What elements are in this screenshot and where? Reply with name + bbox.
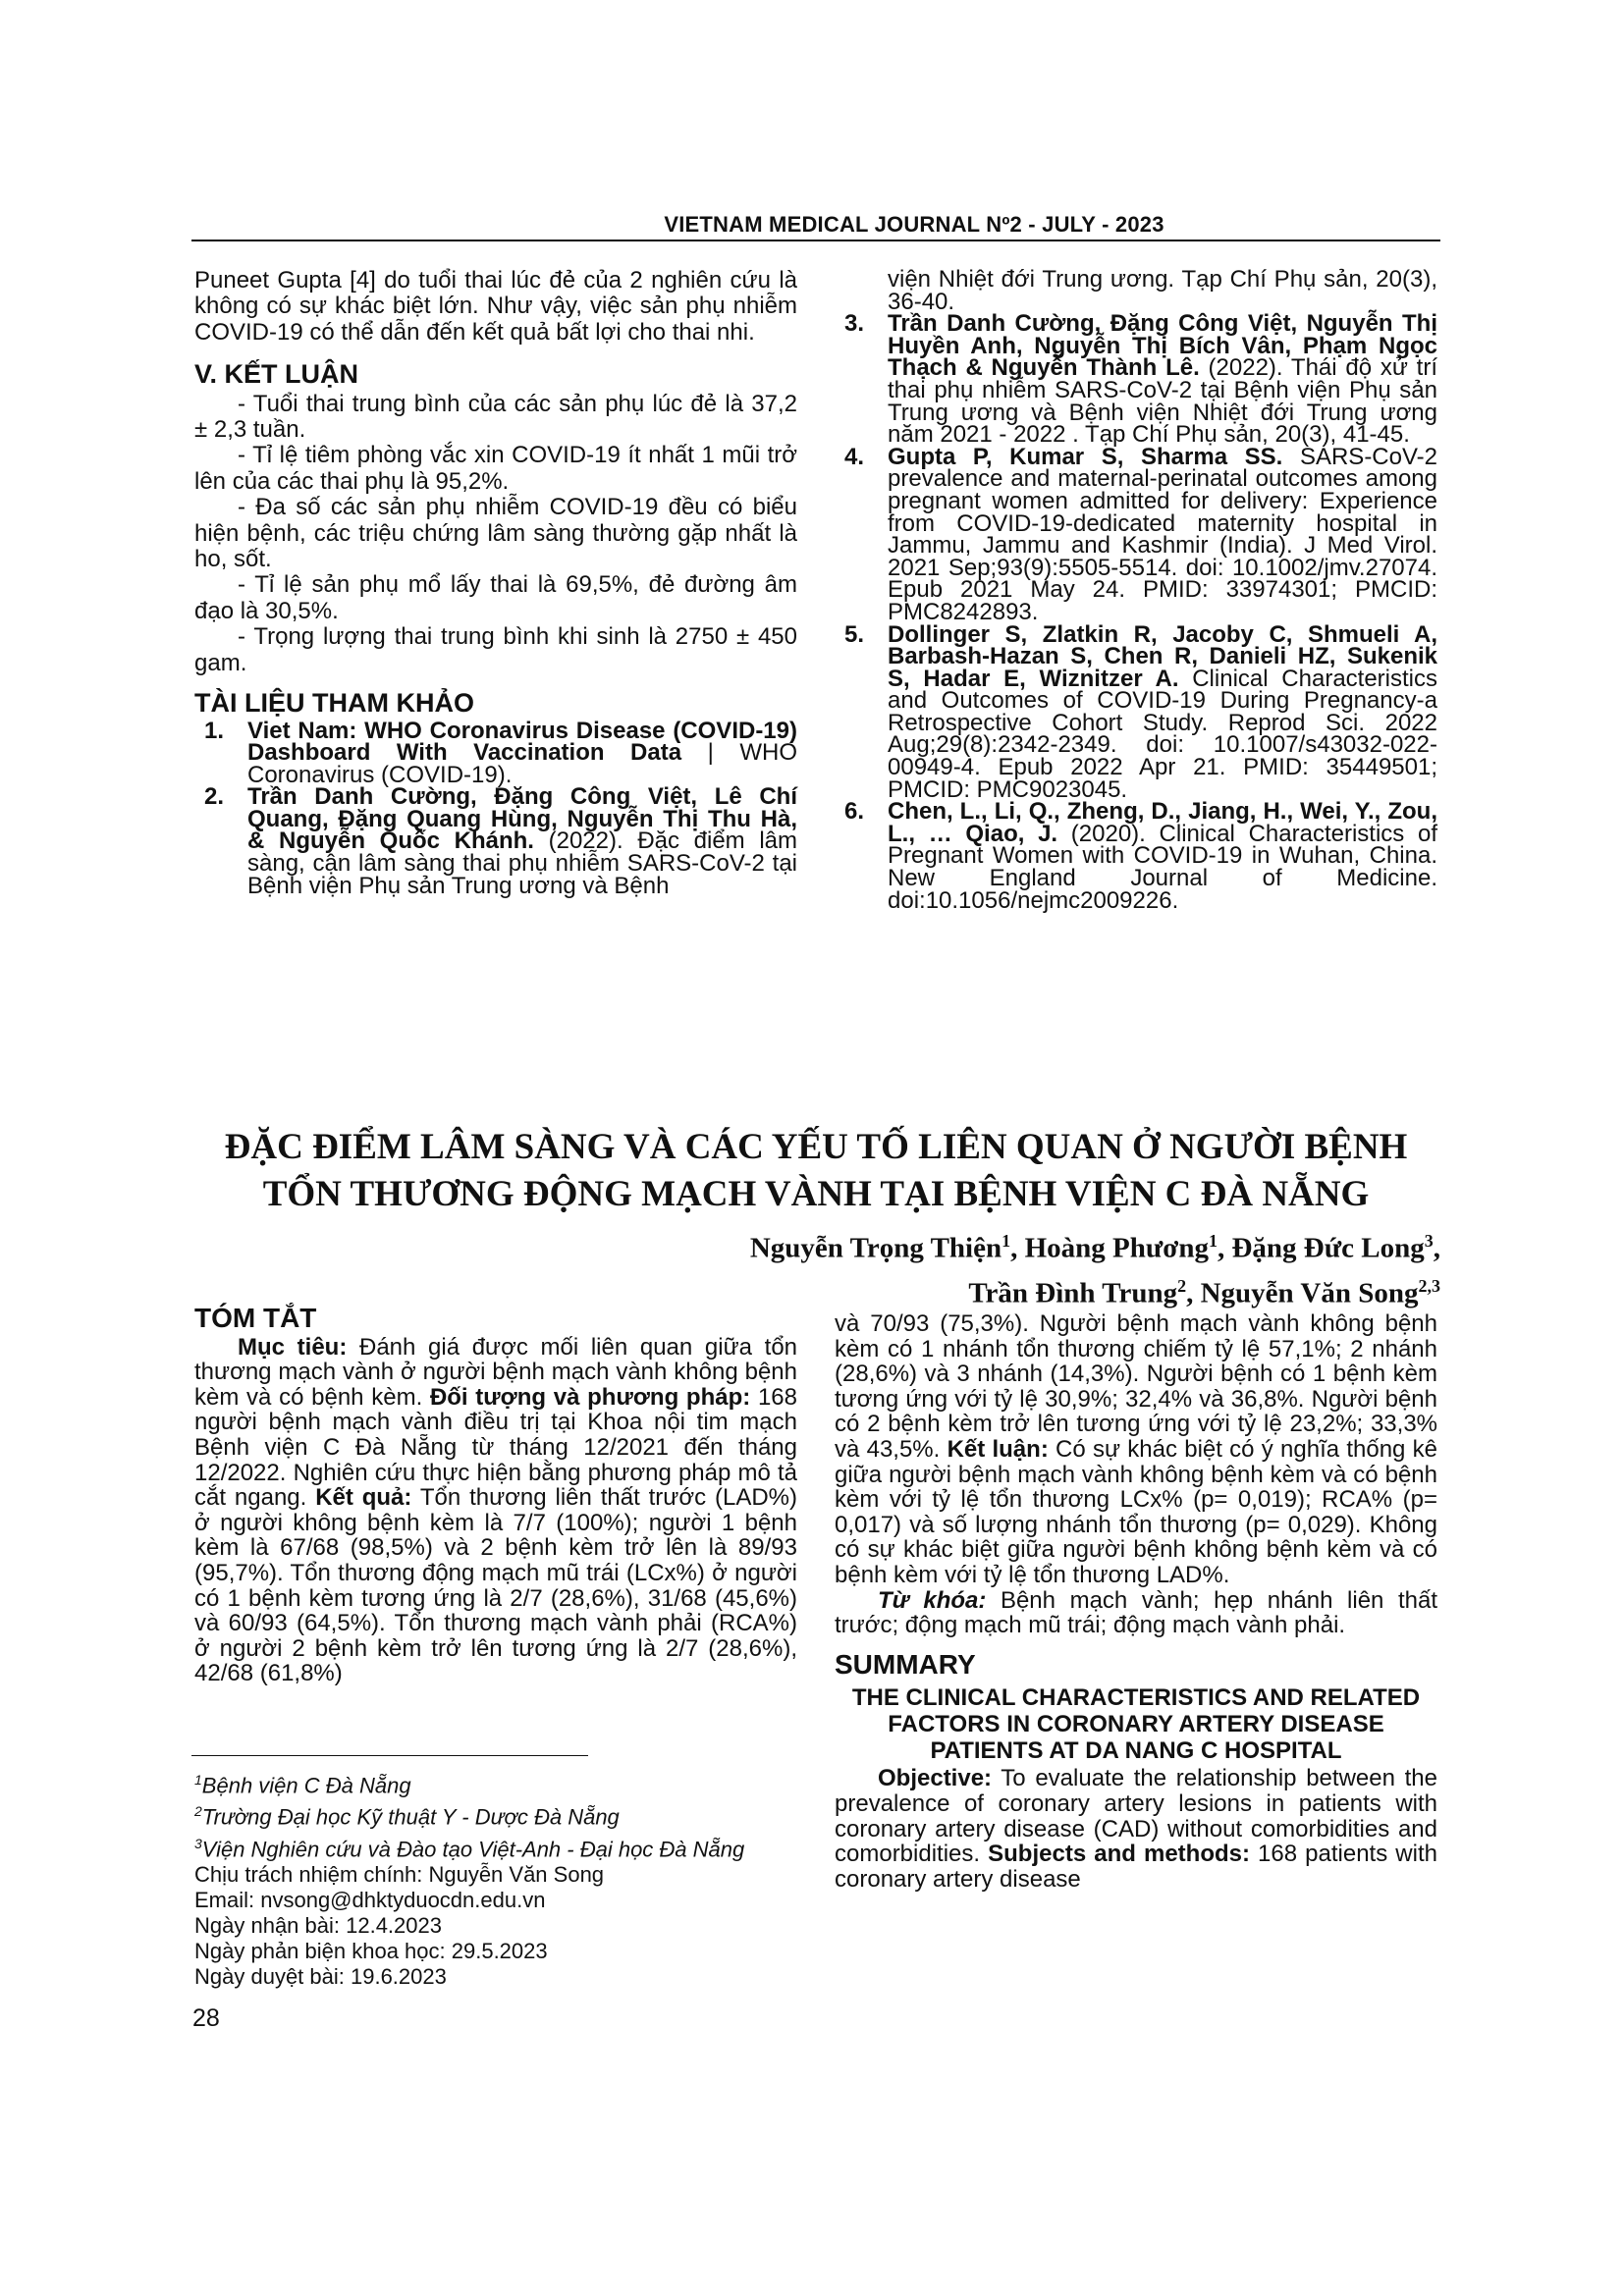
affiliation-text: Trường Đại học Kỹ thuật Y - Dược Đà Nẵng	[201, 1804, 620, 1830]
affiliation-mark: 2	[1177, 1275, 1187, 1296]
affiliation-footnote	[194, 1831, 803, 1862]
reference-authors: Gupta P, Kumar S, Sharma SS.	[888, 443, 1283, 470]
summary-heading: SUMMARY	[835, 1648, 976, 1680]
abstract-body-continued	[835, 1311, 1437, 1588]
methods-text: 168 người bệnh mạch vành điều trị tại Khoa nội tim mạch Bệnh viện C Đà Nẵng từ tháng 12/2021 đến tháng 12/2022. Nghiên cứu thực hiện bằng phương pháp mô tả cắt ngang.	[194, 1383, 797, 1512]
summary-body	[835, 1766, 1437, 1892]
reference-details: viện Nhiệt đới Trung ương. Tạp Chí Phụ sản, 20(3), 36-40.	[888, 266, 1437, 315]
affiliation-mark: 1	[1208, 1231, 1218, 1251]
results-label: Kết quả:	[315, 1484, 412, 1512]
author-line: Nguyễn Trọng Thiện$^1$, Hoàng Phương$^1$, Đặng Đức Long$^3$,	[749, 1231, 1440, 1264]
footnote-rule	[191, 1755, 588, 1756]
affiliation-text: Bệnh viện C Đà Nẵng	[201, 1773, 411, 1798]
author-name: Trần Đình Trung	[968, 1277, 1178, 1309]
keywords-text: Bệnh mạch vành; hẹp nhánh liên thất trước; động mạch mũ trái; động mạch vành phải.	[835, 1586, 1438, 1639]
email: Email: nvsong@dhktyduocdn.edu.vn	[194, 1887, 546, 1912]
received-date: Ngày nhận bài: 12.4.2023	[194, 1912, 442, 1938]
author-name: Nguyễn Trọng Thiện	[749, 1232, 1002, 1264]
conclusion-item: - Tuổi thai trung bình của các sản phụ lúc đẻ là 37,2 ± 2,3 tuần.	[194, 390, 797, 444]
affiliation-mark: 1	[194, 1772, 202, 1788]
author-line: Trần Đình Trung$^2$, Nguyễn Văn Song$^{2,3}$	[968, 1275, 1440, 1309]
reference-item	[835, 798, 1438, 914]
reference-number: 6.	[844, 798, 865, 826]
reference-details: Clinical Characteristics and Outcomes of COVID-19 During Pregnancy-a Retrospective Cohort Study. Reprod Sci. 2022 Aug;29(8):2342-2349. doi: 10.1007/s43032-022-00949-4. Epub 2022 Apr 21. PMID: 35449501; PMCID: PMC9023045.	[888, 665, 1438, 803]
journal-header	[191, 212, 1440, 238]
affiliation-mark: 2,3	[1418, 1275, 1440, 1296]
affiliation-mark: 1	[1001, 1231, 1011, 1251]
accepted-date: Ngày duyệt bài: 19.6.2023	[194, 1963, 447, 1989]
conclusion-item: - Tỉ lệ sản phụ mổ lấy thai là 69,5%, đẻ đường âm đạo là 30,5%.	[194, 571, 797, 624]
reference-item	[194, 783, 797, 899]
conclusion-item: - Đa số các sản phụ nhiễm COVID-19 đều có biểu hiện bệnh, các triệu chứng lâm sàng thường gặp nhất là ho, sốt.	[194, 494, 797, 573]
responsible-author: Chịu trách nhiệm chính: Nguyễn Văn Song	[194, 1861, 605, 1887]
reference-number: 1.	[204, 717, 225, 744]
summary-methods-label: Subjects and methods:	[988, 1841, 1250, 1868]
reference-authors: Dollinger S, Zlatkin R, Jacoby C, Shmueli A, Barbash-Hazan S, Chen R, Danieli HZ, Sukenik S, Hadar E, Wiznitzer A.	[888, 620, 1437, 692]
discussion-continuation: Puneet Gupta [4] do tuổi thai lúc đẻ của 2 nghiên cứu là không có sự khác biệt lớn. Như vậy, việc sản phụ nhiễm COVID-19 có thể dẫn đến kết quả bất lợi cho thai nhi.	[194, 267, 797, 346]
reference-authors: Trần Danh Cường, Đặng Công Việt, Nguyễn Thị Huyền Anh, Nguyễn Thị Bích Vân, Phạm Ngọc Thạch & Nguyễn Thành Lê.	[888, 310, 1437, 382]
keywords	[835, 1588, 1437, 1638]
reference-number: 4.	[844, 443, 865, 470]
results-text: Tổn thương liên thất trước (LAD%) ở người không bệnh kèm là 7/7 (100%); người 1 bệnh kèm là 67/68 (98,5%) và 2 bệnh kèm trở lên là 89/93 (95,7%). Tổn thương động mạch mũ trái (LCx%) ở người có 1 bệnh kèm tương ứng là 2/7 (28,6%), 31/68 (45,6%) và 60/93 (64,5%). Tổn thương mạch vành phải (RCA%) ở người 2 bệnh kèm trở lên tương ứng là 2/7 (28,6%), 42/68 (61,8%)	[194, 1484, 798, 1687]
reference-details: (2020). Clinical Characteristics of Pregnant Women with COVID-19 in Wuhan, China. New England Journal of Medicine. doi:10.1056/nejmc2009226.	[888, 820, 1438, 914]
article-title-line: ĐẶC ĐIỂM LÂM SÀNG VÀ CÁC YẾU TỐ LIÊN QUAN Ở NGƯỜI BỆNH	[224, 1127, 1408, 1167]
reference-details: (2022). Đặc điểm lâm sàng, cận lâm sàng thai phụ nhiễm SARS-CoV-2 tại Bệnh viện Phụ sản Trung ương và Bệnh	[247, 828, 797, 899]
reference-authors: Chen, L., Li, Q., Zheng, D., Jiang, H., Wei, Y., Zou, L., … Qiao, J.	[888, 798, 1437, 847]
journal-header-text: VIETNAM MEDICAL JOURNAL Nº2 - JULY - 2023	[664, 212, 1164, 237]
reference-item	[835, 620, 1438, 803]
reference-item	[194, 717, 797, 788]
abstract-heading: TÓM TẮT	[194, 1303, 317, 1333]
reference-number: 3.	[844, 310, 865, 338]
reference-number: 2.	[204, 783, 225, 811]
results-text-continued: và 70/93 (75,3%). Người bệnh mạch vành không bệnh kèm có 1 nhánh tổn thương chiếm tỷ lệ 57,1%; 2 nhánh (28,6%) và 3 nhánh (14,3%). Người bệnh có 1 bệnh kèm tương ứng với tỷ lệ 30,9%; 32,4% và 36,8%. Người bệnh có 2 bệnh kèm trở lên tương ứng với tỷ lệ 23,2%; 33,3% và 43,5%.	[835, 1310, 1437, 1463]
reference-continuation	[835, 266, 1437, 315]
author-name: Hoàng Phương	[1024, 1232, 1209, 1264]
references-heading: TÀI LIỆU THAM KHẢO	[194, 688, 474, 719]
author-name: Đặng Đức Long	[1231, 1232, 1425, 1264]
keywords-label: Từ khóa:	[878, 1586, 987, 1614]
reference-authors: Viet Nam: WHO Coronavirus Disease (COVID-19) Dashboard With Vaccination Data	[247, 717, 797, 767]
conclusion-heading: V. KẾT LUẬN	[194, 359, 359, 390]
review-date: Ngày phản biện khoa học: 29.5.2023	[194, 1938, 548, 1963]
reference-details: SARS-CoV-2 prevalence and maternal-perinatal outcomes among pregnant women admitted for delivery: Experience from COVID-19-dedicated maternity hospital in Jammu, Jammu and Kashmir (India). J Med Virol. 2021 Sep;93(9):5505-5514. doi: 10.1002/jmv.27074. Epub 2021 May 24. PMID: 33974301; PMCID: PMC8242893.	[888, 443, 1438, 625]
author-list	[557, 1222, 1440, 1311]
reference-item	[835, 310, 1437, 449]
methods-label: Đối tượng và phương pháp:	[429, 1383, 751, 1411]
page-number: 28	[192, 2004, 220, 2032]
affiliation-text: Viện Nghiên cứu và Đào tạo Việt-Anh - Đại học Đà Nẵng	[201, 1836, 745, 1861]
affiliation-mark: 2	[194, 1803, 202, 1820]
conclusion-item: - Tỉ lệ tiêm phòng vắc xin COVID-19 ít nhất 1 mũi trở lên của các thai phụ là 95,2%.	[194, 442, 797, 495]
prev-article-left-column	[194, 268, 797, 897]
affiliation-footnote	[194, 1798, 803, 1830]
objective-label: Mục tiêu:	[238, 1333, 348, 1361]
article-title	[191, 1124, 1440, 1218]
affiliation-mark: 3	[194, 1835, 202, 1851]
summary-methods-text: 168 patients with coronary artery disease	[835, 1841, 1437, 1893]
summary-objective-text: To evaluate the relationship between the prevalence of coronary artery lesions in patients with coronary artery disease (CAD) without comorbidities and comorbidities.	[835, 1765, 1437, 1868]
conclusion-text: Có sự khác biệt có ý nghĩa thống kê giữa người bệnh mạch vành không bệnh kèm và có bệnh kèm với tỷ lệ tổn thương LCx% (p= 0,019); RCA% (p= 0,017) và số lượng nhánh tổn thương (p= 0,029). Không có sự khác biệt giữa người bệnh không bệnh kèm và có bệnh kèm với tỷ lệ tổn thương LAD%.	[835, 1435, 1437, 1588]
reference-number: 5.	[844, 620, 865, 648]
reference-list	[194, 717, 797, 899]
abstract-body	[194, 1335, 797, 1686]
prev-article-right-column	[835, 266, 1438, 914]
objective-text: Đánh giá được mối liên quan giữa tổn thương mạch vành ở người bệnh mạch vành không bệnh kèm và có bệnh kèm.	[194, 1333, 798, 1411]
summary-objective-label: Objective:	[878, 1765, 993, 1792]
reference-item	[835, 443, 1438, 625]
reference-details: | WHO Coronavirus (COVID-19).	[247, 739, 797, 788]
reference-authors: Trần Danh Cường, Đặng Công Việt, Lê Chí Quang, Đặng Quang Hùng, Nguyễn Thị Thu Hà, & Nguyễn Quốc Khánh.	[247, 783, 797, 855]
conclusion-label: Kết luận:	[947, 1435, 1049, 1463]
reference-details: (2022). Thái độ xử trí thai phụ nhiễm SARS-CoV-2 tại Bệnh viện Phụ sản Trung ương và Bệnh viện Nhiệt đới Trung ương năm 2021 - 2022 . Tạp Chí Phụ sản, 20(3), 41-45.	[888, 354, 1437, 449]
header-rule	[191, 240, 1440, 241]
conclusion-item: - Trọng lượng thai trung bình khi sinh là 2750 ± 450 gam.	[194, 623, 797, 676]
abstract-right-column	[835, 1311, 1437, 1892]
reference-list	[835, 266, 1438, 914]
author-name: Nguyễn Văn Song	[1200, 1277, 1419, 1309]
affiliation-footnote	[194, 1767, 803, 1798]
summary-title: THE CLINICAL CHARACTERISTICS AND RELATED FACTORS IN CORONARY ARTERY DISEASE PATIENTS AT DA NANG C HOSPITAL	[851, 1684, 1421, 1765]
abstract-left-column	[194, 1303, 798, 1687]
article-title-line: TỔN THƯƠNG ĐỘNG MẠCH VÀNH TẠI BỆNH VIỆN C ĐÀ NẴNG	[262, 1174, 1370, 1214]
footnotes	[194, 1767, 803, 1990]
affiliation-mark: 3	[1424, 1231, 1434, 1251]
